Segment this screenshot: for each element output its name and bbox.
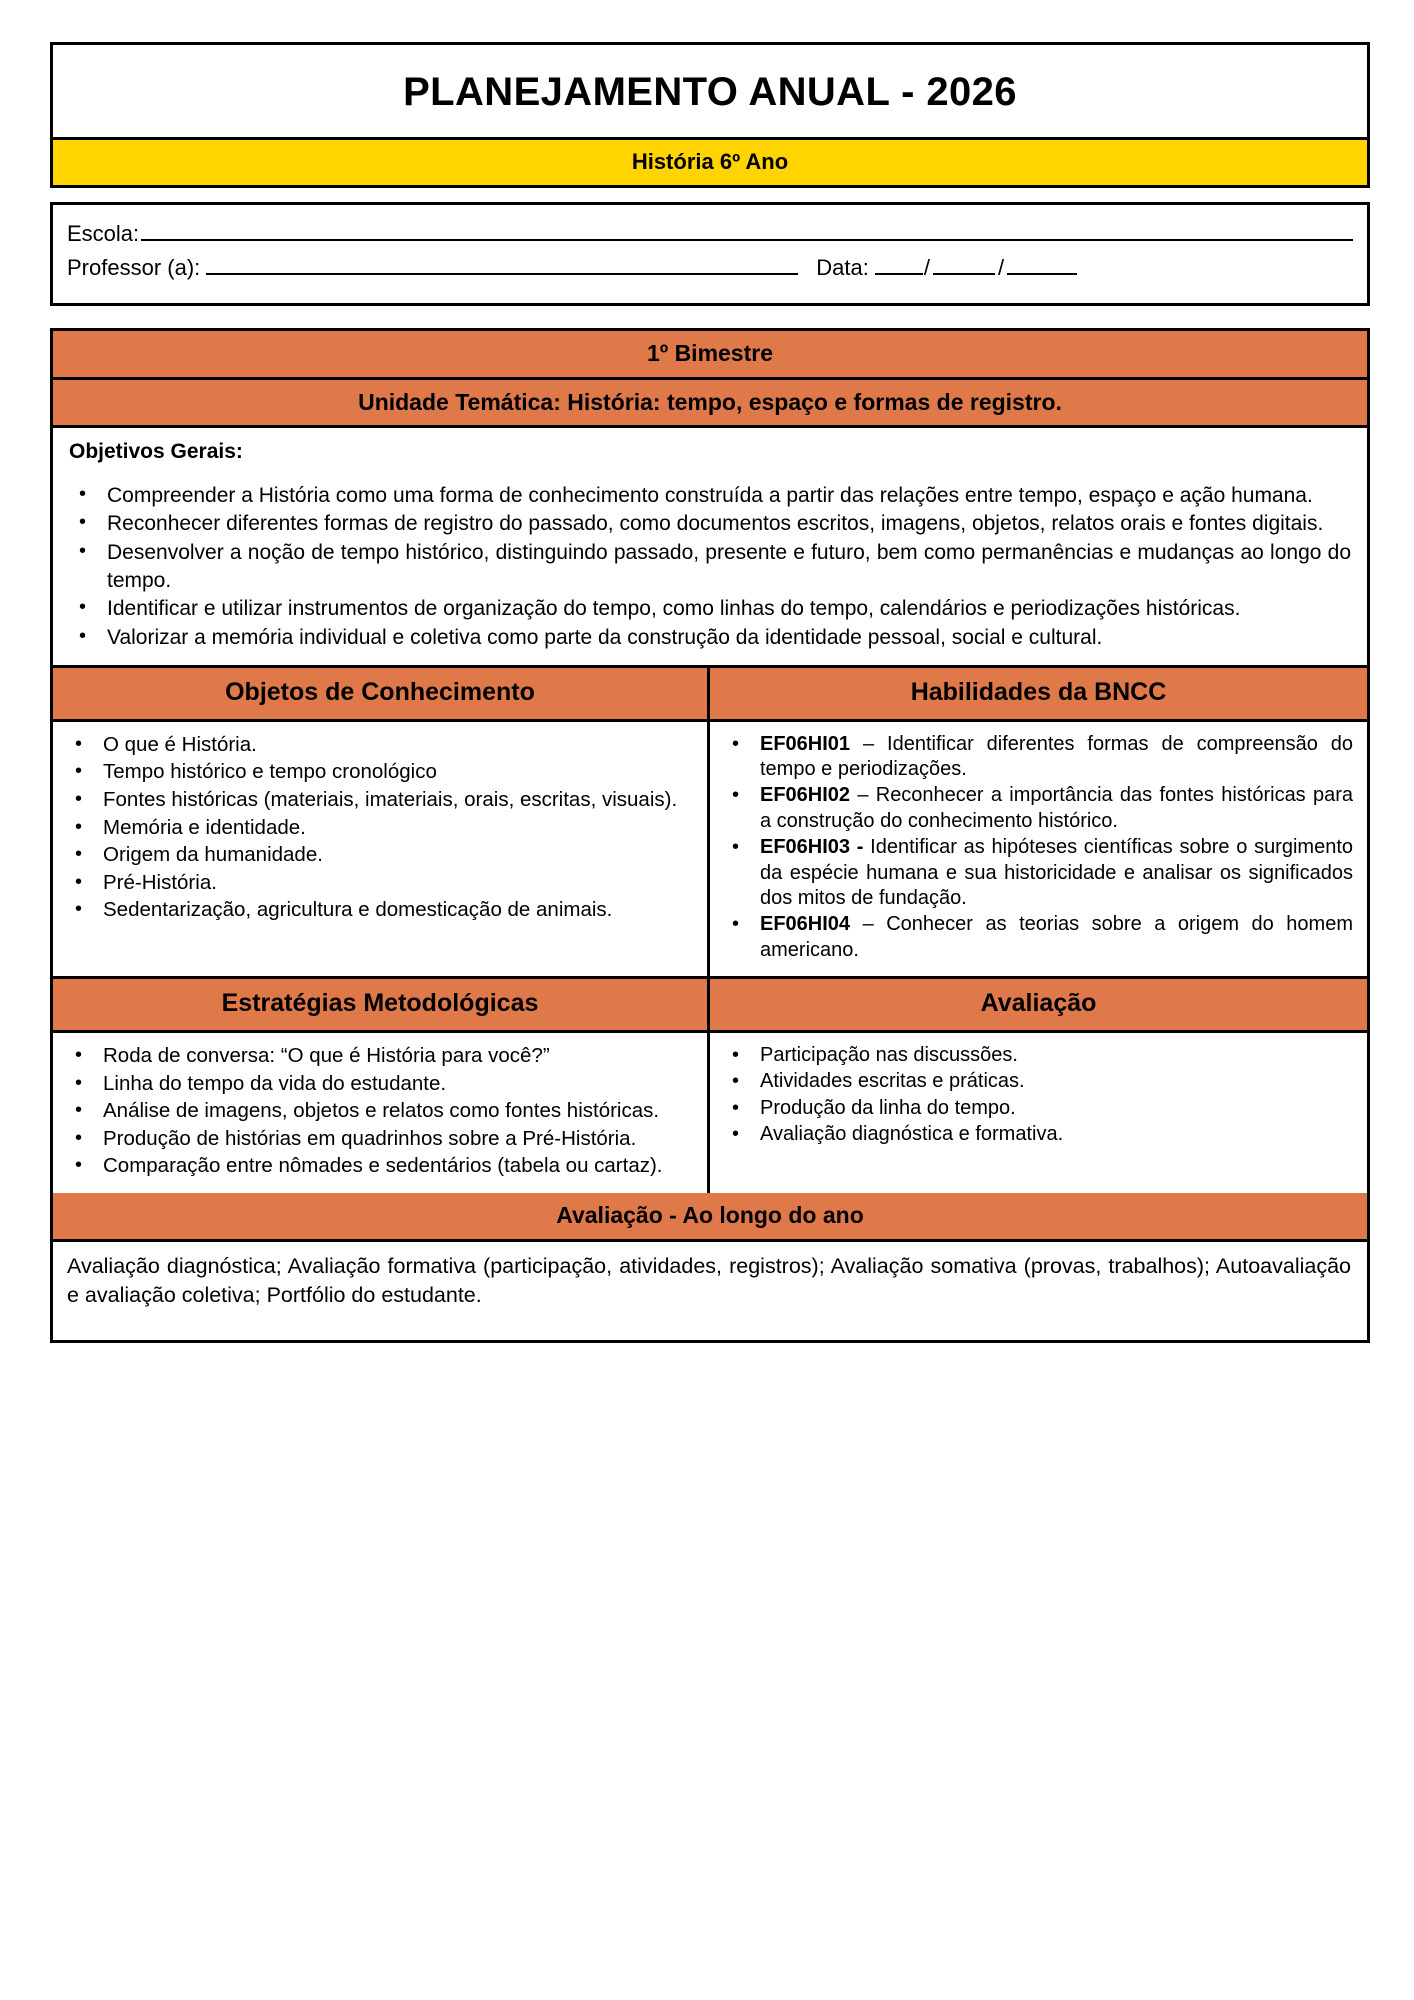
list-item: • Memória e identidade.: [99, 815, 693, 842]
objetivos-gerais-list: [69, 482, 1351, 652]
list-item: • Avaliação diagnóstica e formativa.: [756, 1122, 1353, 1147]
list-item: [756, 835, 1353, 911]
identification-block: [50, 202, 1370, 306]
avaliacao-cell: [710, 1033, 1367, 1193]
page-title: PLANEJAMENTO ANUAL - 2026: [403, 70, 1017, 114]
list-item: • Tempo histórico e tempo cronológico: [99, 759, 693, 786]
list-item: • Produção da linha do tempo.: [756, 1096, 1353, 1121]
estrategias-avaliacao-body-row: [53, 1033, 1367, 1193]
list-item: • Atividades escritas e práticas.: [756, 1069, 1353, 1094]
avaliacao-list: [722, 1043, 1353, 1148]
unidade-tematica-header: Unidade Temática: História: tempo, espaço e formas de registro.: [53, 380, 1367, 428]
list-item: [756, 912, 1353, 963]
list-item: • Identificar e utilizar instrumentos de organização do tempo, como linhas do tempo, calendários e periodizações históricas.: [103, 595, 1351, 623]
title-block: [50, 42, 1370, 188]
professor-label: Professor (a):: [67, 255, 201, 281]
data-month-input[interactable]: [933, 252, 995, 275]
habilidades-bncc-list: [722, 732, 1353, 964]
bimestre-header: 1º Bimestre: [53, 331, 1367, 379]
objetos-habilidades-body-row: [53, 722, 1367, 977]
habilidades-bncc-cell: [710, 722, 1367, 977]
data-slash-1: /: [923, 255, 930, 281]
bncc-code: EF06HI01: [760, 732, 851, 755]
bncc-code: EF06HI03 -: [760, 836, 864, 859]
objetos-conhecimento-header: Objetos de Conhecimento: [53, 668, 710, 719]
list-item: • Origem da humanidade.: [99, 842, 693, 869]
estrategias-list: [65, 1043, 693, 1180]
objetos-conhecimento-list: [65, 732, 693, 924]
data-slash-2: /: [997, 255, 1005, 281]
bncc-text: – Conhecer as teorias sobre a origem do homem americano.: [760, 913, 1353, 961]
bncc-code: EF06HI04: [760, 913, 851, 936]
objetivos-gerais-section: [53, 428, 1367, 665]
planning-table: [50, 328, 1370, 1342]
list-item: • Produção de histórias em quadrinhos sobre a Pré-História.: [99, 1126, 693, 1153]
avaliacao-header: Avaliação: [710, 979, 1367, 1030]
subject-bar: História 6º Ano: [53, 137, 1367, 185]
data-label: Data:: [816, 255, 869, 281]
objetos-habilidades-header-row: [53, 665, 1367, 722]
objetivos-gerais-label: Objetivos Gerais:: [69, 440, 243, 464]
list-item: • Reconhecer diferentes formas de registro do passado, como documentos escritos, imagens, objetos, relatos orais e fontes digitais.: [103, 510, 1351, 538]
escola-input[interactable]: [141, 218, 1353, 241]
habilidades-bncc-header: Habilidades da BNCC: [710, 668, 1367, 719]
list-item: • Compreender a História como uma forma de conhecimento construída a partir das relações entre tempo, espaço e ação humana.: [103, 482, 1351, 510]
estrategias-metodologicas-header: Estratégias Metodológicas: [53, 979, 710, 1030]
list-item: • Linha do tempo da vida do estudante.: [99, 1071, 693, 1098]
list-item: • Pré-História.: [99, 870, 693, 897]
bncc-text: Identificar as hipóteses científicas sobre o surgimento da espécie humana e sua historicidade e analisar os significados dos mitos de fundação.: [760, 836, 1353, 909]
professor-data-line: [67, 251, 1353, 285]
list-item: • Roda de conversa: “O que é História para você?”: [99, 1043, 693, 1070]
data-year-input[interactable]: [1007, 252, 1077, 275]
avaliacao-ano-header: Avaliação - Ao longo do ano: [53, 1193, 1367, 1241]
list-item: [756, 732, 1353, 783]
escola-line: [67, 217, 1353, 251]
list-item: • Comparação entre nômades e sedentários (tabela ou cartaz).: [99, 1153, 693, 1180]
list-item: • Análise de imagens, objetos e relatos como fontes históricas.: [99, 1098, 693, 1125]
bncc-code: EF06HI02: [760, 784, 851, 807]
objetos-conhecimento-cell: [53, 722, 710, 977]
list-item: • Participação nas discussões.: [756, 1043, 1353, 1068]
estrategias-avaliacao-header-row: [53, 976, 1367, 1033]
escola-label: Escola:: [67, 221, 140, 247]
list-item: • Fontes históricas (materiais, imateriais, orais, escritas, visuais).: [99, 787, 693, 814]
list-item: • Desenvolver a noção de tempo histórico, distinguindo passado, presente e futuro, bem como permanências e mudanças ao longo do tempo.: [103, 539, 1351, 594]
bncc-text: – Identificar diferentes formas de compreensão do tempo e periodizações.: [760, 732, 1353, 780]
data-day-input[interactable]: [875, 252, 923, 275]
estrategias-metodologicas-cell: [53, 1033, 710, 1193]
list-item: • Valorizar a memória individual e coletiva como parte da construção da identidade pessoal, social e cultural.: [103, 624, 1351, 652]
list-item: • Sedentarização, agricultura e domesticação de animais.: [99, 897, 693, 924]
bncc-text: – Reconhecer a importância das fontes históricas para a construção do conhecimento histórico.: [760, 784, 1353, 832]
list-item: [756, 783, 1353, 834]
list-item: • O que é História.: [99, 732, 693, 759]
professor-input[interactable]: [206, 252, 798, 275]
avaliacao-ano-text: Avaliação diagnóstica; Avaliação formativa (participação, atividades, registros); Avaliação somativa (provas, trabalhos); Autoavaliação e avaliação coletiva; Portfólio do estudante.: [67, 1253, 1351, 1307]
